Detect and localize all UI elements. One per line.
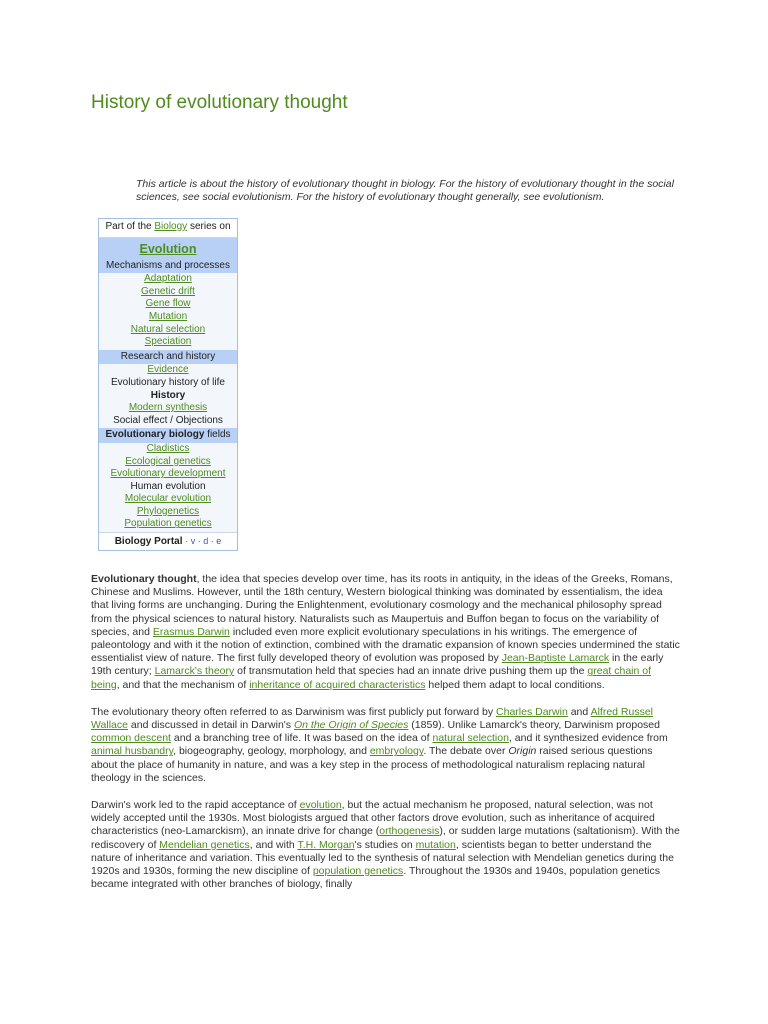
link-molecular-evolution[interactable]: Molecular evolution (124, 493, 212, 505)
text: . The debate over (423, 745, 509, 758)
link-great-chain-of-being[interactable]: great chain of being (91, 665, 652, 691)
link-evolutionary-development[interactable]: Evolutionary development (110, 468, 226, 480)
text: , and with (249, 838, 298, 851)
section-fields (99, 428, 237, 443)
text: raised serious questions about the place of humanity in nature, and was a key step in the process of methodological naturalism replacing natural theology in the sciences. (91, 745, 653, 784)
series-prefix: Part of the (105, 221, 155, 232)
link-mutation[interactable]: mutation (415, 838, 456, 851)
link-natural-selection[interactable]: natural selection (432, 732, 509, 745)
human-evolution-text: Human evolution (130, 480, 206, 492)
link-mendelian-genetics[interactable]: Mendelian genetics (159, 838, 250, 851)
link-speciation[interactable]: Speciation (144, 336, 192, 348)
text: and a branching tree of life. It was based on the idea of (170, 732, 433, 745)
link-embryology[interactable]: embryology (369, 745, 424, 758)
section-research: Research and history (99, 350, 237, 365)
text: ), or sudden large mutations (saltationism). With the rediscovery of (91, 825, 680, 851)
link-charles-darwin[interactable]: Charles Darwin (496, 705, 568, 718)
text: included even more explicit evolutionary speculations in his writings. The emergence of paleontology and with it the notion of extinction, combined with the dramatic expansion of known species undermined the static essentialist view of nature. The first fully developed theory of evolution was proposed by (91, 625, 680, 665)
biology-portal (99, 532, 237, 550)
text: , biogeography, geology, morphology, and (173, 745, 370, 758)
text: and (567, 705, 591, 718)
fields-rest: fields (204, 429, 231, 441)
link-adaptation[interactable]: Adaptation (144, 273, 192, 285)
evolution-infobox (98, 218, 238, 551)
link-population-genetics-box[interactable]: Population genetics (124, 518, 212, 530)
link-evolution[interactable]: evolution (299, 799, 342, 812)
link-animal-husbandry[interactable]: animal husbandry (91, 745, 174, 758)
link-th-morgan[interactable]: T.H. Morgan (297, 838, 355, 851)
text: (1859). Unlike Lamarck's theory, Darwinism proposed (408, 719, 660, 732)
link-lamarck[interactable]: Jean-Baptiste Lamarck (501, 652, 610, 665)
link-ecological-genetics[interactable]: Ecological genetics (125, 455, 211, 467)
link-lamarcks-theory[interactable]: Lamarck's theory (154, 665, 235, 678)
history-of-life-text: Evolutionary history of life (111, 376, 225, 388)
link-evidence[interactable]: Evidence (147, 364, 189, 376)
biology-link[interactable]: Biology (154, 221, 188, 232)
link-common-descent[interactable]: common descent (91, 732, 171, 745)
infobox-series-line (99, 219, 237, 238)
link-genetic-drift[interactable]: Genetic drift (141, 285, 195, 297)
social-effect-text: Social effect / Objections (113, 414, 223, 426)
text: helped them adapt to local conditions. (425, 678, 605, 691)
portal-label[interactable]: Biology Portal (114, 536, 183, 548)
section-mechanisms: Mechanisms and processes (99, 259, 237, 274)
text: and discussed in detail in Darwin's (127, 719, 294, 732)
link-origin-of-species[interactable]: On the Origin of Species (293, 719, 409, 732)
link-orthogenesis[interactable]: orthogenesis (379, 825, 440, 838)
vde-links[interactable]: · v · d · e (185, 536, 222, 547)
link-alfred-russel-wallace[interactable]: Alfred Russel Wallace (91, 705, 654, 732)
fields-bold: Evolutionary biology (105, 429, 205, 441)
hatnote: This article is about the history of evolutionary thought in biology. For the history of evolutionary thought in the social sciences, see social evolutionism. For the history of evolutionary thought generally, see evolutionism. (136, 178, 674, 203)
link-natural-selection[interactable]: Natural selection (130, 323, 206, 335)
link-modern-synthesis[interactable]: Modern synthesis (128, 402, 208, 414)
text: Darwin's work led to the rapid acceptance of (91, 799, 300, 812)
link-population-genetics[interactable]: population genetics (312, 865, 404, 878)
article-body (91, 573, 681, 905)
lead-term: Evolutionary thought (91, 573, 197, 585)
paragraph-1 (91, 573, 681, 692)
paragraph-3 (91, 799, 681, 891)
paragraph-2 (91, 706, 681, 785)
text: of transmutation held that species had an innate drive pushing them up the (234, 665, 588, 678)
origin-italic: Origin (508, 745, 537, 758)
history-text: History (150, 389, 186, 401)
text: , and it synthesized evidence from (508, 732, 668, 745)
series-suffix: series on (187, 221, 231, 232)
infobox-main-title (99, 238, 237, 259)
text: , and that the mechanism of (116, 678, 250, 691)
evolution-title-link[interactable]: Evolution (139, 241, 197, 256)
page-title: History of evolutionary thought (91, 92, 348, 113)
text: , the idea that species develop over time, has its roots in antiquity, in the ideas of the Greeks, Romans, Chinese and Muslims. However, until the 18th century, Western biological thinking was dominated by essentialism, the idea that living forms are unchanging. During the Enlightenment, evolutionary cosmology and the mechanical philosophy spread from the physical sciences to natural history. Naturalists such as Maupertuis and Buffon began to focus on the variability of species, and (91, 573, 673, 638)
text: The evolutionary theory often referred to as Darwinism was first publicly put forward by (91, 705, 497, 718)
text: , scientists began to better understand the nature of inheritance and variation. This eventually led to the synthesis of natural selection with Mendelian genetics during the 1920s and 1930s, forming the new discipline of (91, 838, 674, 878)
text: . Throughout the 1930s and 1940s, population genetics became integrated with other branches of biology, finally (91, 865, 660, 891)
link-erasmus-darwin[interactable]: Erasmus Darwin (152, 625, 230, 638)
link-inheritance-acquired[interactable]: inheritance of acquired characteristics (249, 678, 426, 691)
link-cladistics[interactable]: Cladistics (146, 442, 190, 454)
link-mutation[interactable]: Mutation (148, 310, 188, 322)
text: in the early 19th century; (91, 652, 664, 678)
link-gene-flow[interactable]: Gene flow (145, 298, 191, 310)
text: , but the actual mechanism he proposed, natural selection, was not widely accepted until the 1930s. Most biologists argued that other factors drove evolution, such as inheritance of acquired characteristics (neo-Lamarckism), an innate drive for change ( (91, 799, 655, 838)
link-phylogenetics[interactable]: Phylogenetics (136, 505, 200, 517)
text: 's studies on (354, 838, 416, 851)
